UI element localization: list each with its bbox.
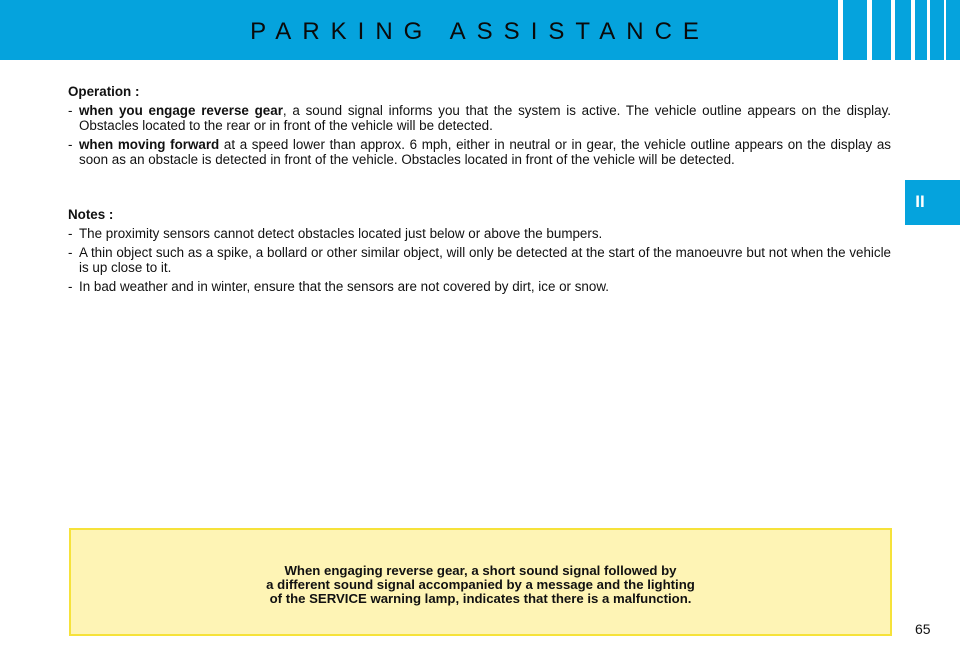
- list-dash: -: [68, 137, 73, 152]
- header-stripe: [838, 0, 843, 60]
- operation-heading: Operation :: [68, 84, 140, 99]
- header-stripe: [911, 0, 915, 60]
- page-header: [0, 0, 960, 60]
- header-stripe: [927, 0, 930, 60]
- note-text: A thin object such as a spike, a bollard or other similar object, will only be detected at the start of the manoeuvre but not when the vehicle is up close to it.: [79, 245, 891, 275]
- warning-line: a different sound signal accompanied by a message and the lighting: [266, 577, 695, 592]
- header-stripe: [867, 0, 872, 60]
- operation-item: [68, 137, 891, 167]
- header-stripe: [891, 0, 895, 60]
- note-item: [68, 245, 891, 275]
- warning-box: [69, 528, 892, 636]
- page-content: [68, 84, 891, 298]
- note-item: [68, 279, 891, 294]
- note-text: The proximity sensors cannot detect obstacles located just below or above the bumpers.: [79, 226, 603, 241]
- note-item: [68, 226, 891, 241]
- page-number: 65: [915, 621, 931, 637]
- operation-item-lead: when you engage reverse gear: [79, 103, 283, 118]
- notes-heading: Notes :: [68, 207, 114, 222]
- note-text: In bad weather and in winter, ensure that the sensors are not covered by dirt, ice or snow.: [79, 279, 609, 294]
- chapter-tab: [905, 180, 960, 225]
- notes-section: [68, 207, 891, 294]
- list-dash: -: [68, 103, 73, 118]
- header-stripe: [944, 0, 946, 60]
- operation-item-lead: when moving forward: [79, 137, 220, 152]
- warning-line: When engaging reverse gear, a short sound signal followed by: [284, 563, 677, 578]
- operation-item-text: , a sound signal informs you that the system is active. The vehicle outline appears on the display. Obstacles located to the rear or in front of the vehicle will be detected.: [79, 103, 891, 133]
- list-dash: -: [68, 245, 73, 260]
- list-dash: -: [68, 279, 73, 294]
- chapter-label: II: [915, 192, 925, 211]
- operation-item-text: at a speed lower than approx. 6 mph, either in neutral or in gear, the vehicle outline appears on the display as soon as an obstacle is detected in front of the vehicle. Obstacles located in front of the vehicle will be detected.: [79, 137, 891, 167]
- page-title: PARKING ASSISTANCE: [250, 18, 710, 45]
- warning-line: of the SERVICE warning lamp, indicates that there is a malfunction.: [269, 591, 692, 606]
- warning-text: [71, 564, 890, 606]
- list-dash: -: [68, 226, 73, 241]
- operation-item: [68, 103, 891, 133]
